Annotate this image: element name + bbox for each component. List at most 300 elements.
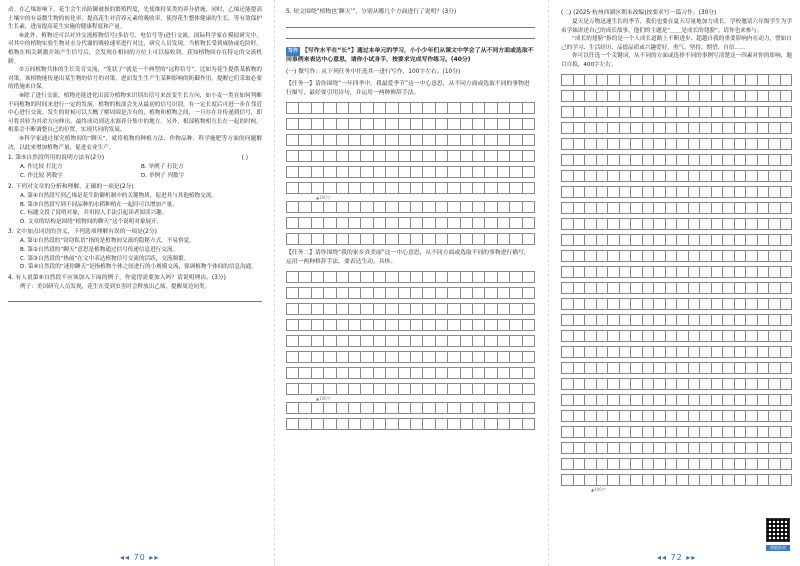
grid-cell[interactable] <box>324 135 336 145</box>
grid-cell[interactable] <box>700 379 712 389</box>
grid-cell[interactable] <box>769 155 781 165</box>
grid-cell[interactable] <box>608 235 620 245</box>
grid-cell[interactable] <box>399 336 411 346</box>
grid-cell[interactable] <box>411 119 423 129</box>
grid-cell[interactable] <box>654 379 666 389</box>
grid-cell[interactable] <box>746 331 758 341</box>
grid-cell[interactable] <box>386 218 398 228</box>
grid-cell[interactable] <box>473 288 485 298</box>
grid-cell[interactable] <box>574 475 586 485</box>
grid-cell[interactable] <box>723 139 735 149</box>
grid-cell[interactable] <box>386 119 398 129</box>
grid-cell[interactable] <box>287 320 299 330</box>
grid-cell[interactable] <box>411 272 423 282</box>
grid-cell[interactable] <box>523 183 535 193</box>
grid-cell[interactable] <box>411 151 423 161</box>
grid-cell[interactable] <box>510 419 522 429</box>
grid-cell[interactable] <box>712 411 724 421</box>
grid-cell[interactable] <box>666 235 678 245</box>
grid-cell[interactable] <box>337 234 349 244</box>
grid-cell[interactable] <box>473 119 485 129</box>
grid-cell[interactable] <box>423 272 435 282</box>
grid-cell[interactable] <box>337 151 349 161</box>
grid-cell[interactable] <box>510 183 522 193</box>
grid-cell[interactable] <box>436 272 448 282</box>
grid-cell[interactable] <box>436 135 448 145</box>
grid-cell[interactable] <box>411 320 423 330</box>
grid-cell[interactable] <box>312 103 324 113</box>
grid-row[interactable] <box>286 351 535 363</box>
grid-cell[interactable] <box>585 171 597 181</box>
grid-cell[interactable] <box>700 107 712 117</box>
grid-cell[interactable] <box>631 235 643 245</box>
grid-cell[interactable] <box>337 403 349 413</box>
grid-cell[interactable] <box>746 155 758 165</box>
grid-cell[interactable] <box>781 139 793 149</box>
grid-cell[interactable] <box>287 183 299 193</box>
grid-cell[interactable] <box>712 155 724 165</box>
grid-cell[interactable] <box>620 395 632 405</box>
grid-row[interactable] <box>561 314 792 326</box>
grid-row[interactable] <box>561 122 792 134</box>
grid-cell[interactable] <box>758 187 770 197</box>
grid-cell[interactable] <box>485 336 497 346</box>
grid-cell[interactable] <box>689 155 701 165</box>
grid-cell[interactable] <box>654 139 666 149</box>
grid-cell[interactable] <box>574 411 586 421</box>
grid-cell[interactable] <box>562 315 574 325</box>
grid-cell[interactable] <box>461 202 473 212</box>
grid-cell[interactable] <box>723 379 735 389</box>
grid-cell[interactable] <box>436 119 448 129</box>
grid-cell[interactable] <box>654 411 666 421</box>
grid-cell[interactable] <box>758 251 770 261</box>
grid-cell[interactable] <box>299 336 311 346</box>
grid-cell[interactable] <box>498 304 510 314</box>
grid-cell[interactable] <box>597 427 609 437</box>
grid-cell[interactable] <box>597 219 609 229</box>
grid-cell[interactable] <box>523 119 535 129</box>
grid-cell[interactable] <box>299 304 311 314</box>
grid-row[interactable] <box>286 303 535 315</box>
grid-cell[interactable] <box>562 219 574 229</box>
grid-cell[interactable] <box>769 363 781 373</box>
grid-cell[interactable] <box>689 347 701 357</box>
grid-cell[interactable] <box>374 384 386 394</box>
option-b[interactable]: B. 第②自然段的“聊天”意思是植物通过信号传递信息进行交流。 <box>20 247 179 254</box>
grid-cell[interactable] <box>723 475 735 485</box>
grid-cell[interactable] <box>620 91 632 101</box>
grid-cell[interactable] <box>287 272 299 282</box>
grid-cell[interactable] <box>287 403 299 413</box>
grid-cell[interactable] <box>485 403 497 413</box>
grid-cell[interactable] <box>374 218 386 228</box>
grid-row[interactable] <box>286 118 535 130</box>
grid-cell[interactable] <box>746 187 758 197</box>
grid-cell[interactable] <box>643 203 655 213</box>
grid-cell[interactable] <box>585 315 597 325</box>
grid-cell[interactable] <box>399 320 411 330</box>
grid-cell[interactable] <box>677 219 689 229</box>
grid-cell[interactable] <box>643 283 655 293</box>
grid-cell[interactable] <box>510 352 522 362</box>
grid-cell[interactable] <box>411 288 423 298</box>
grid-cell[interactable] <box>723 299 735 309</box>
grid-cell[interactable] <box>781 315 793 325</box>
grid-cell[interactable] <box>510 167 522 177</box>
grid-cell[interactable] <box>361 304 373 314</box>
grid-cell[interactable] <box>597 267 609 277</box>
grid-cell[interactable] <box>585 203 597 213</box>
grid-cell[interactable] <box>498 234 510 244</box>
grid-cell[interactable] <box>723 443 735 453</box>
grid-cell[interactable] <box>723 347 735 357</box>
grid-cell[interactable] <box>585 187 597 197</box>
grid-cell[interactable] <box>631 155 643 165</box>
grid-cell[interactable] <box>631 427 643 437</box>
grid-cell[interactable] <box>399 202 411 212</box>
grid-cell[interactable] <box>712 299 724 309</box>
grid-cell[interactable] <box>485 183 497 193</box>
grid-cell[interactable] <box>781 219 793 229</box>
grid-cell[interactable] <box>597 203 609 213</box>
grid-cell[interactable] <box>510 336 522 346</box>
grid-cell[interactable] <box>585 363 597 373</box>
qr-code[interactable] <box>766 518 790 542</box>
grid-cell[interactable] <box>399 151 411 161</box>
grid-cell[interactable] <box>523 336 535 346</box>
grid-cell[interactable] <box>562 139 574 149</box>
grid-cell[interactable] <box>597 187 609 197</box>
grid-cell[interactable] <box>361 320 373 330</box>
grid-cell[interactable] <box>337 288 349 298</box>
grid-cell[interactable] <box>723 363 735 373</box>
grid-cell[interactable] <box>781 187 793 197</box>
grid-cell[interactable] <box>735 427 747 437</box>
grid-cell[interactable] <box>523 135 535 145</box>
grid-cell[interactable] <box>769 187 781 197</box>
grid-cell[interactable] <box>436 419 448 429</box>
grid-cell[interactable] <box>386 135 398 145</box>
grid-cell[interactable] <box>299 352 311 362</box>
grid-cell[interactable] <box>769 411 781 421</box>
grid-cell[interactable] <box>735 411 747 421</box>
grid-cell[interactable] <box>399 103 411 113</box>
grid-cell[interactable] <box>510 384 522 394</box>
grid-cell[interactable] <box>287 135 299 145</box>
grid-cell[interactable] <box>769 75 781 85</box>
grid-cell[interactable] <box>597 235 609 245</box>
grid-cell[interactable] <box>386 403 398 413</box>
grid-cell[interactable] <box>758 299 770 309</box>
grid-cell[interactable] <box>597 91 609 101</box>
grid-cell[interactable] <box>643 475 655 485</box>
grid-cell[interactable] <box>677 171 689 181</box>
grid-cell[interactable] <box>597 155 609 165</box>
grid-cell[interactable] <box>349 352 361 362</box>
grid-cell[interactable] <box>386 304 398 314</box>
grid-cell[interactable] <box>769 331 781 341</box>
grid-cell[interactable] <box>666 171 678 181</box>
grid-cell[interactable] <box>735 475 747 485</box>
grid-cell[interactable] <box>620 459 632 469</box>
grid-cell[interactable] <box>654 363 666 373</box>
grid-cell[interactable] <box>473 167 485 177</box>
grid-cell[interactable] <box>324 384 336 394</box>
grid-cell[interactable] <box>585 379 597 389</box>
grid-cell[interactable] <box>689 283 701 293</box>
grid-cell[interactable] <box>510 151 522 161</box>
grid-cell[interactable] <box>620 267 632 277</box>
grid-cell[interactable] <box>666 411 678 421</box>
grid-cell[interactable] <box>712 251 724 261</box>
grid-cell[interactable] <box>712 331 724 341</box>
answer-line[interactable] <box>8 293 262 302</box>
grid-cell[interactable] <box>666 283 678 293</box>
grid-cell[interactable] <box>324 419 336 429</box>
grid-cell[interactable] <box>712 395 724 405</box>
grid-cell[interactable] <box>448 135 460 145</box>
option-b[interactable]: B. 第⑤自然段写到不同品种的水稻种植在一起时可以增加产量。 <box>20 201 178 208</box>
grid-cell[interactable] <box>735 395 747 405</box>
grid-cell[interactable] <box>349 234 361 244</box>
grid-cell[interactable] <box>631 139 643 149</box>
grid-cell[interactable] <box>485 119 497 129</box>
grid-cell[interactable] <box>666 443 678 453</box>
grid-cell[interactable] <box>723 107 735 117</box>
grid-cell[interactable] <box>299 320 311 330</box>
grid-cell[interactable] <box>735 187 747 197</box>
grid-cell[interactable] <box>608 219 620 229</box>
grid-cell[interactable] <box>498 320 510 330</box>
grid-row[interactable] <box>561 218 792 230</box>
grid-cell[interactable] <box>781 251 793 261</box>
grid-cell[interactable] <box>746 123 758 133</box>
grid-cell[interactable] <box>510 403 522 413</box>
grid-cell[interactable] <box>723 267 735 277</box>
grid-cell[interactable] <box>423 419 435 429</box>
grid-cell[interactable] <box>423 234 435 244</box>
grid-cell[interactable] <box>386 151 398 161</box>
grid-cell[interactable] <box>361 419 373 429</box>
grid-cell[interactable] <box>677 395 689 405</box>
grid-cell[interactable] <box>620 427 632 437</box>
grid-cell[interactable] <box>781 75 793 85</box>
grid-cell[interactable] <box>689 459 701 469</box>
grid-cell[interactable] <box>781 155 793 165</box>
grid-cell[interactable] <box>349 135 361 145</box>
grid-cell[interactable] <box>523 368 535 378</box>
grid-cell[interactable] <box>523 167 535 177</box>
grid-cell[interactable] <box>461 234 473 244</box>
grid-cell[interactable] <box>631 411 643 421</box>
grid-cell[interactable] <box>758 443 770 453</box>
grid-cell[interactable] <box>473 419 485 429</box>
grid-cell[interactable] <box>781 91 793 101</box>
grid-cell[interactable] <box>299 183 311 193</box>
grid-cell[interactable] <box>562 411 574 421</box>
grid-cell[interactable] <box>689 251 701 261</box>
grid-cell[interactable] <box>758 155 770 165</box>
grid-cell[interactable] <box>723 91 735 101</box>
grid-cell[interactable] <box>677 443 689 453</box>
grid-cell[interactable] <box>689 331 701 341</box>
grid-cell[interactable] <box>700 299 712 309</box>
grid-cell[interactable] <box>349 119 361 129</box>
grid-cell[interactable] <box>620 75 632 85</box>
grid-cell[interactable] <box>324 352 336 362</box>
grid-cell[interactable] <box>735 267 747 277</box>
grid-cell[interactable] <box>597 171 609 181</box>
grid-cell[interactable] <box>498 384 510 394</box>
grid-cell[interactable] <box>735 363 747 373</box>
grid-cell[interactable] <box>666 187 678 197</box>
grid-cell[interactable] <box>386 368 398 378</box>
grid-cell[interactable] <box>386 272 398 282</box>
grid-cell[interactable] <box>436 368 448 378</box>
grid-cell[interactable] <box>758 395 770 405</box>
grid-cell[interactable] <box>735 315 747 325</box>
grid-cell[interactable] <box>712 443 724 453</box>
grid-cell[interactable] <box>337 352 349 362</box>
grid-cell[interactable] <box>574 315 586 325</box>
grid-cell[interactable] <box>485 320 497 330</box>
grid-cell[interactable] <box>723 203 735 213</box>
grid-cell[interactable] <box>746 475 758 485</box>
grid-cell[interactable] <box>654 283 666 293</box>
grid-cell[interactable] <box>746 235 758 245</box>
grid-cell[interactable] <box>574 363 586 373</box>
grid-cell[interactable] <box>349 151 361 161</box>
grid-cell[interactable] <box>677 155 689 165</box>
grid-cell[interactable] <box>287 288 299 298</box>
grid-cell[interactable] <box>574 459 586 469</box>
grid-cell[interactable] <box>746 395 758 405</box>
grid-cell[interactable] <box>461 288 473 298</box>
grid-cell[interactable] <box>654 123 666 133</box>
grid-cell[interactable] <box>620 219 632 229</box>
grid-cell[interactable] <box>510 202 522 212</box>
grid-cell[interactable] <box>620 187 632 197</box>
grid-cell[interactable] <box>485 167 497 177</box>
grid-cell[interactable] <box>448 419 460 429</box>
grid-cell[interactable] <box>461 336 473 346</box>
grid-cell[interactable] <box>781 235 793 245</box>
grid-cell[interactable] <box>735 331 747 341</box>
grid-cell[interactable] <box>643 75 655 85</box>
grid-cell[interactable] <box>666 75 678 85</box>
grid-cell[interactable] <box>299 368 311 378</box>
grid-cell[interactable] <box>361 183 373 193</box>
grid-cell[interactable] <box>620 283 632 293</box>
grid-cell[interactable] <box>473 320 485 330</box>
grid-cell[interactable] <box>689 315 701 325</box>
grid-cell[interactable] <box>769 251 781 261</box>
grid-cell[interactable] <box>510 368 522 378</box>
grid-cell[interactable] <box>666 91 678 101</box>
grid-cell[interactable] <box>769 379 781 389</box>
grid-cell[interactable] <box>448 368 460 378</box>
grid-row[interactable] <box>286 383 535 395</box>
grid-cell[interactable] <box>712 187 724 197</box>
grid-cell[interactable] <box>324 151 336 161</box>
grid-cell[interactable] <box>758 363 770 373</box>
grid-cell[interactable] <box>758 107 770 117</box>
grid-cell[interactable] <box>631 331 643 341</box>
grid-cell[interactable] <box>677 347 689 357</box>
grid-row[interactable] <box>561 378 792 390</box>
grid-cell[interactable] <box>461 183 473 193</box>
grid-cell[interactable] <box>654 443 666 453</box>
grid-cell[interactable] <box>654 155 666 165</box>
grid-cell[interactable] <box>585 107 597 117</box>
grid-cell[interactable] <box>746 75 758 85</box>
grid-cell[interactable] <box>361 336 373 346</box>
grid-cell[interactable] <box>374 119 386 129</box>
grid-cell[interactable] <box>666 331 678 341</box>
grid-cell[interactable] <box>631 75 643 85</box>
grid-cell[interactable] <box>448 151 460 161</box>
grid-cell[interactable] <box>312 218 324 228</box>
grid-cell[interactable] <box>485 151 497 161</box>
grid-cell[interactable] <box>374 272 386 282</box>
grid-cell[interactable] <box>287 103 299 113</box>
grid-cell[interactable] <box>386 320 398 330</box>
grid-cell[interactable] <box>436 384 448 394</box>
grid-cell[interactable] <box>712 315 724 325</box>
grid-cell[interactable] <box>620 203 632 213</box>
grid-cell[interactable] <box>666 459 678 469</box>
grid-cell[interactable] <box>411 419 423 429</box>
grid-cell[interactable] <box>712 235 724 245</box>
grid-cell[interactable] <box>723 283 735 293</box>
grid-cell[interactable] <box>769 203 781 213</box>
grid-cell[interactable] <box>712 283 724 293</box>
grid-cell[interactable] <box>735 171 747 181</box>
grid-cell[interactable] <box>473 135 485 145</box>
grid-cell[interactable] <box>510 103 522 113</box>
grid-cell[interactable] <box>399 419 411 429</box>
grid-cell[interactable] <box>523 288 535 298</box>
grid-cell[interactable] <box>337 135 349 145</box>
grid-cell[interactable] <box>608 91 620 101</box>
grid-cell[interactable] <box>324 103 336 113</box>
grid-cell[interactable] <box>448 288 460 298</box>
grid-cell[interactable] <box>361 368 373 378</box>
grid-cell[interactable] <box>399 384 411 394</box>
grid-cell[interactable] <box>758 235 770 245</box>
grid-cell[interactable] <box>608 139 620 149</box>
grid-cell[interactable] <box>423 151 435 161</box>
grid-cell[interactable] <box>700 427 712 437</box>
grid-cell[interactable] <box>324 272 336 282</box>
grid-cell[interactable] <box>374 151 386 161</box>
grid-cell[interactable] <box>485 384 497 394</box>
grid-cell[interactable] <box>781 107 793 117</box>
grid-cell[interactable] <box>597 363 609 373</box>
grid-cell[interactable] <box>411 218 423 228</box>
grid-cell[interactable] <box>585 251 597 261</box>
grid-cell[interactable] <box>781 347 793 357</box>
grid-cell[interactable] <box>700 203 712 213</box>
option-d[interactable]: D. 文章的结构是围绕“植物间的聊天”这个说明对象展开。 <box>20 218 163 225</box>
grid-cell[interactable] <box>723 459 735 469</box>
grid-cell[interactable] <box>374 403 386 413</box>
grid-cell[interactable] <box>461 368 473 378</box>
grid-cell[interactable] <box>712 459 724 469</box>
grid-cell[interactable] <box>643 427 655 437</box>
grid-row[interactable] <box>286 102 535 114</box>
